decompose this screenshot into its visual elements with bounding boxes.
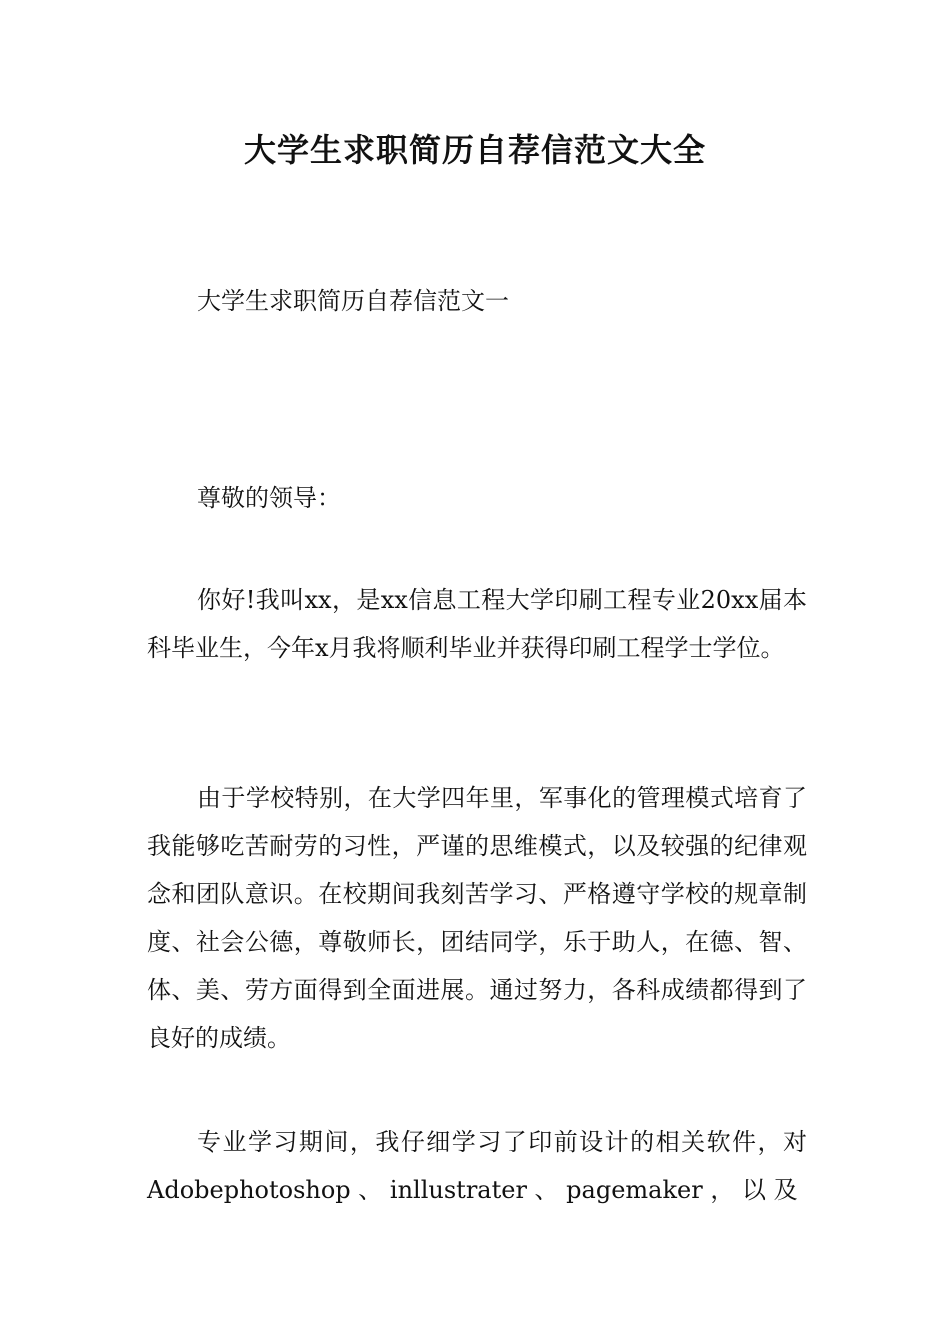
salutation: 尊敬的领导：: [197, 484, 341, 512]
paragraph-school-experience: 由于学校特别，在大学四年里，军事化的管理模式培育了我能够吃苦耐劳的习性，严谨的思维模式，以及较强的纪律观念和团队意识。在校期间我刻苦学习、严格遵守学校的规章制度、社会公德，尊敬师长，团结同学，乐于助人，在德、智、体、美、劳方面得到全面进展。通过努力，各科成绩都得到了良好的成绩。: [147, 784, 807, 1052]
document-title: 大学生求职简历自荐信范文大全: [243, 131, 706, 169]
paragraph-professional-study: 专业学习期间，我仔细学习了印前设计的相关软件，对 Adobephotoshop 、 inllustrater 、 pagemaker ， 以 及: [147, 1128, 807, 1204]
paragraph-introduction: 你好!我叫xx，是xx信息工程大学印刷工程专业20xx届本科毕业生，今年x月我将顺利毕业并获得印刷工程学士学位。: [147, 586, 807, 662]
section-subtitle: 大学生求职简历自荐信范文一: [197, 287, 509, 315]
